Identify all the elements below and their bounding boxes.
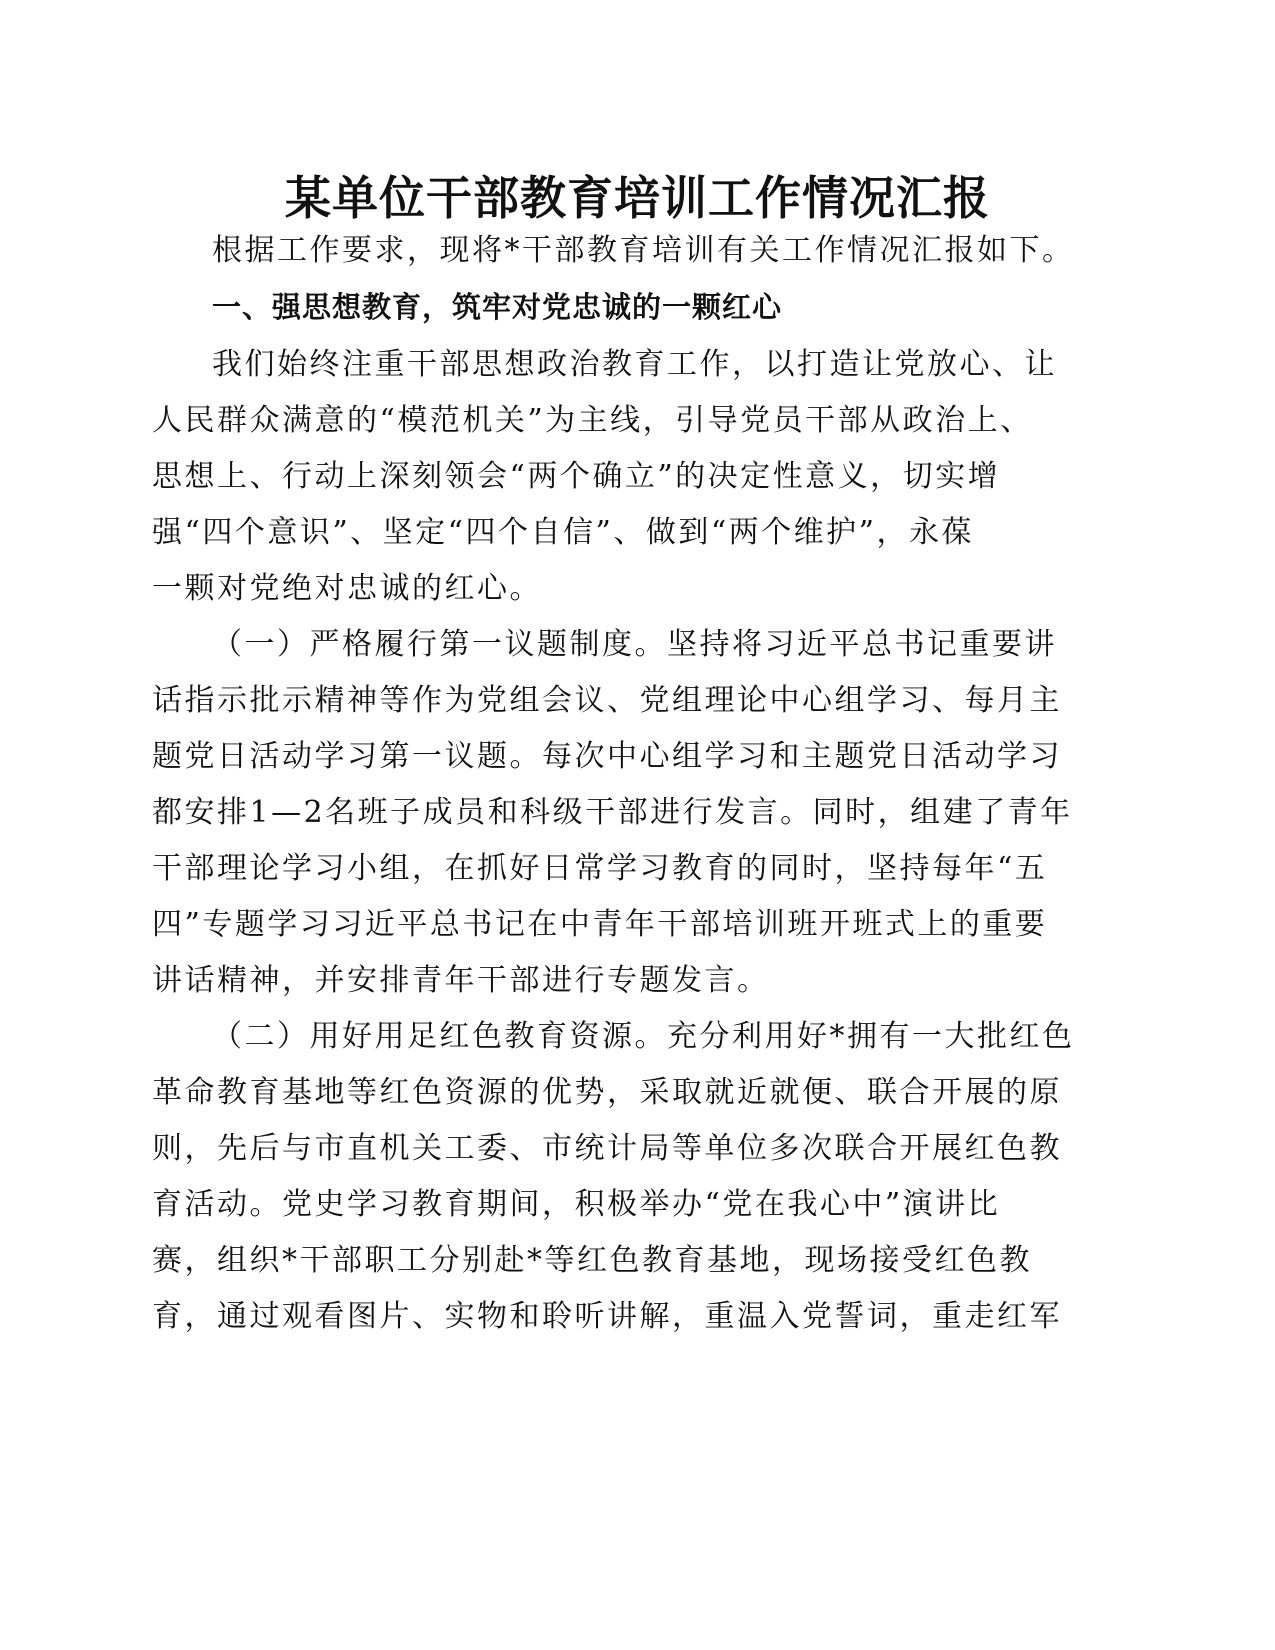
paragraph-line: 我们始终注重干部思想政治教育工作，以打造让党放心、让 [212, 347, 1057, 382]
paragraph-line: 四”专题学习习近平总书记在中青年干部培训班开班式上的重要 [152, 907, 1048, 942]
paragraph-line: 育，通过观看图片、实物和聆听讲解，重温入党誓词，重走红军 [152, 1299, 1062, 1334]
paragraph-line: 一颗对党绝对忠诚的红心。 [152, 571, 542, 606]
paragraph-line: 题党日活动学习第一议题。每次中心组学习和主题党日活动学习 [152, 739, 1062, 774]
paragraph-line: 人民群众满意的“模范机关”为主线，引导党员干部从政治上、 [152, 403, 1033, 438]
paragraph-line: 话指示批示精神等作为党组会议、党组理论中心组学习、每月主 [152, 683, 1062, 718]
paragraph-line: 都安排1—2名班子成员和科级干部进行发言。同时，组建了青年 [152, 795, 1073, 830]
section-heading-1: 一、强思想教育，筑牢对党忠诚的一颗红心 [212, 290, 783, 324]
paragraph-line: 赛，组织*干部职工分别赴*等红色教育基地，现场接受红色教 [152, 1243, 1032, 1278]
paragraph-line: 则，先后与市直机关工委、市统计局等单位多次联合开展红色教 [152, 1131, 1062, 1166]
paragraph-line: 干部理论学习小组，在抓好日常学习教育的同时，坚持每年“五 [152, 851, 1048, 886]
document-title: 某单位干部教育培训工作情况汇报 [285, 171, 990, 225]
paragraph-line: 革命教育基地等红色资源的优势，采取就近就便、联合开展的原 [152, 1075, 1062, 1110]
paragraph-line: 思想上、行动上深刻领会“两个确立”的决定性意义，切实增 [152, 459, 1001, 494]
intro-line: 根据工作要求，现将*干部教育培训有关工作情况汇报如下。 [212, 233, 1075, 268]
subsection-line: （二）用好用足红色教育资源。充分利用好*拥有一大批红色 [212, 1019, 1075, 1054]
paragraph-line: 育活动。党史学习教育期间，积极举办“党在我心中”演讲比 [152, 1187, 1001, 1222]
subsection-line: （一）严格履行第一议题制度。坚持将习近平总书记重要讲 [212, 627, 1057, 662]
paragraph-line: 强“四个意识”、坚定“四个自信”、做到“两个维护”，永葆 [152, 515, 975, 550]
paragraph-line: 讲话精神，并安排青年干部进行专题发言。 [152, 963, 770, 998]
